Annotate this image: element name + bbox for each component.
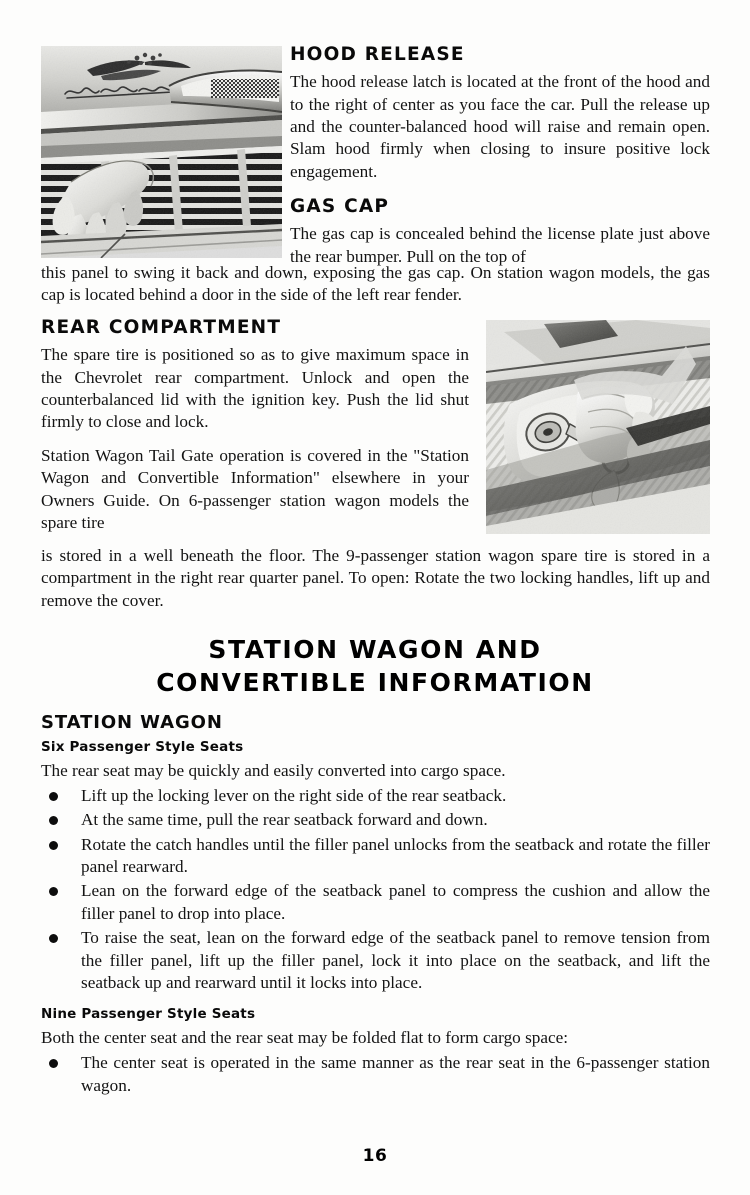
rear-compartment-paragraph-1: The spare tire is positioned so as to give maximum space in the Chevrolet rear compartment. Unlock and open the counterbalanced lid with the ignition key. Push the lid shut firmly to close and lock.: [41, 345, 469, 432]
rear-compartment-paragraph-2: Station Wagon Tail Gate operation is covered in the "Station Wagon and Convertible Information" elsewhere in your Owners Guide. On 6-passenger station wagon models the spare tire: [41, 445, 469, 532]
list-item: [41, 1052, 710, 1097]
bullet-dot-icon: [49, 841, 58, 850]
rear-compartment-column: [41, 318, 469, 534]
gas-cap-heading: GAS CAP: [290, 196, 390, 218]
bullet-dot-icon: [49, 816, 58, 825]
nine-passenger-subheading: Nine Passenger Style Seats: [41, 1006, 256, 1023]
page-title: [0, 633, 750, 699]
station-wagon-heading: STATION WAGON: [41, 712, 223, 733]
list-item-text: Lift up the locking lever on the right side of the rear seatback.: [81, 786, 507, 805]
list-item-text: At the same time, pull the rear seatback forward and down.: [81, 810, 488, 830]
list-item-text: Rotate the catch handles until the filler panel unlocks from the seatback and rotate the filler panel rearward.: [81, 834, 710, 877]
front-grille-hood-release-photo: [41, 46, 282, 258]
list-item: [41, 785, 710, 807]
nine-passenger-block: [41, 1007, 710, 1097]
hood-release-paragraph: The hood release latch is located at the front of the hood and to the right of center as you face the car. Pull the release up and the counter-balanced hood will raise and remain open. Slam hood firmly when closing to insure positive lock engagement.: [290, 72, 710, 181]
hood-release-gas-cap-column: [290, 45, 710, 268]
nine-passenger-intro: Both the center seat and the rear seat may be folded flat to form cargo space:: [41, 1028, 569, 1048]
six-passenger-bullet-list: [41, 785, 710, 994]
list-item-text: The center seat is operated in the same manner as the rear seat in the 6-passenger station wagon.: [81, 1053, 710, 1095]
gas-cap-paragraph-narrow: The gas cap is concealed behind the license plate just above the rear bumper. Pull on the top of: [290, 224, 710, 266]
list-item: [41, 927, 710, 994]
bullet-dot-icon: [49, 887, 58, 896]
station-wagon-section: [41, 713, 710, 1097]
gas-cap-paragraph-wide-wrapper: [41, 262, 710, 307]
rear-compartment-lock-photo: [486, 320, 710, 534]
nine-passenger-bullet-list: [41, 1052, 710, 1097]
bullet-dot-icon: [49, 934, 58, 943]
rear-compartment-paragraph-wide: is stored in a well beneath the floor. The 9-passenger station wagon spare tire is stored in a compartment in the right rear quarter panel. To open: Rotate the two locking handles, lift up and remove the cover.: [41, 546, 710, 610]
page-title-line-2: CONVERTIBLE INFORMATION: [156, 668, 594, 697]
hood-release-heading: HOOD RELEASE: [290, 44, 465, 65]
six-passenger-subheading: Six Passenger Style Seats: [41, 738, 244, 755]
gas-cap-paragraph-wide: this panel to swing it back and down, exposing the gas cap. On station wagon models, the gas cap is located behind a door in the side of the left rear fender.: [41, 263, 710, 305]
list-item-text: To raise the seat, lean on the forward edge of the seatback panel to remove tension from the filler panel, lift up the filler panel, lock it into place on the seatback, and lift the seatback up and rearward until it locks into place.: [81, 928, 710, 992]
list-item-text: Lean on the forward edge of the seatback panel to compress the cushion and allow the filler panel to drop into place.: [81, 881, 710, 923]
list-item: [41, 880, 710, 925]
list-item: [41, 834, 710, 879]
six-passenger-intro: The rear seat may be quickly and easily converted into cargo space.: [41, 760, 506, 780]
page-number: 16: [362, 1146, 388, 1166]
page-title-line-1: STATION WAGON AND: [208, 635, 542, 664]
list-item: [41, 809, 710, 831]
rear-compartment-heading: REAR COMPARTMENT: [41, 317, 282, 338]
bullet-dot-icon: [49, 1059, 58, 1068]
rear-compartment-paragraph-wide-wrapper: [41, 545, 710, 612]
bullet-dot-icon: [49, 792, 58, 801]
